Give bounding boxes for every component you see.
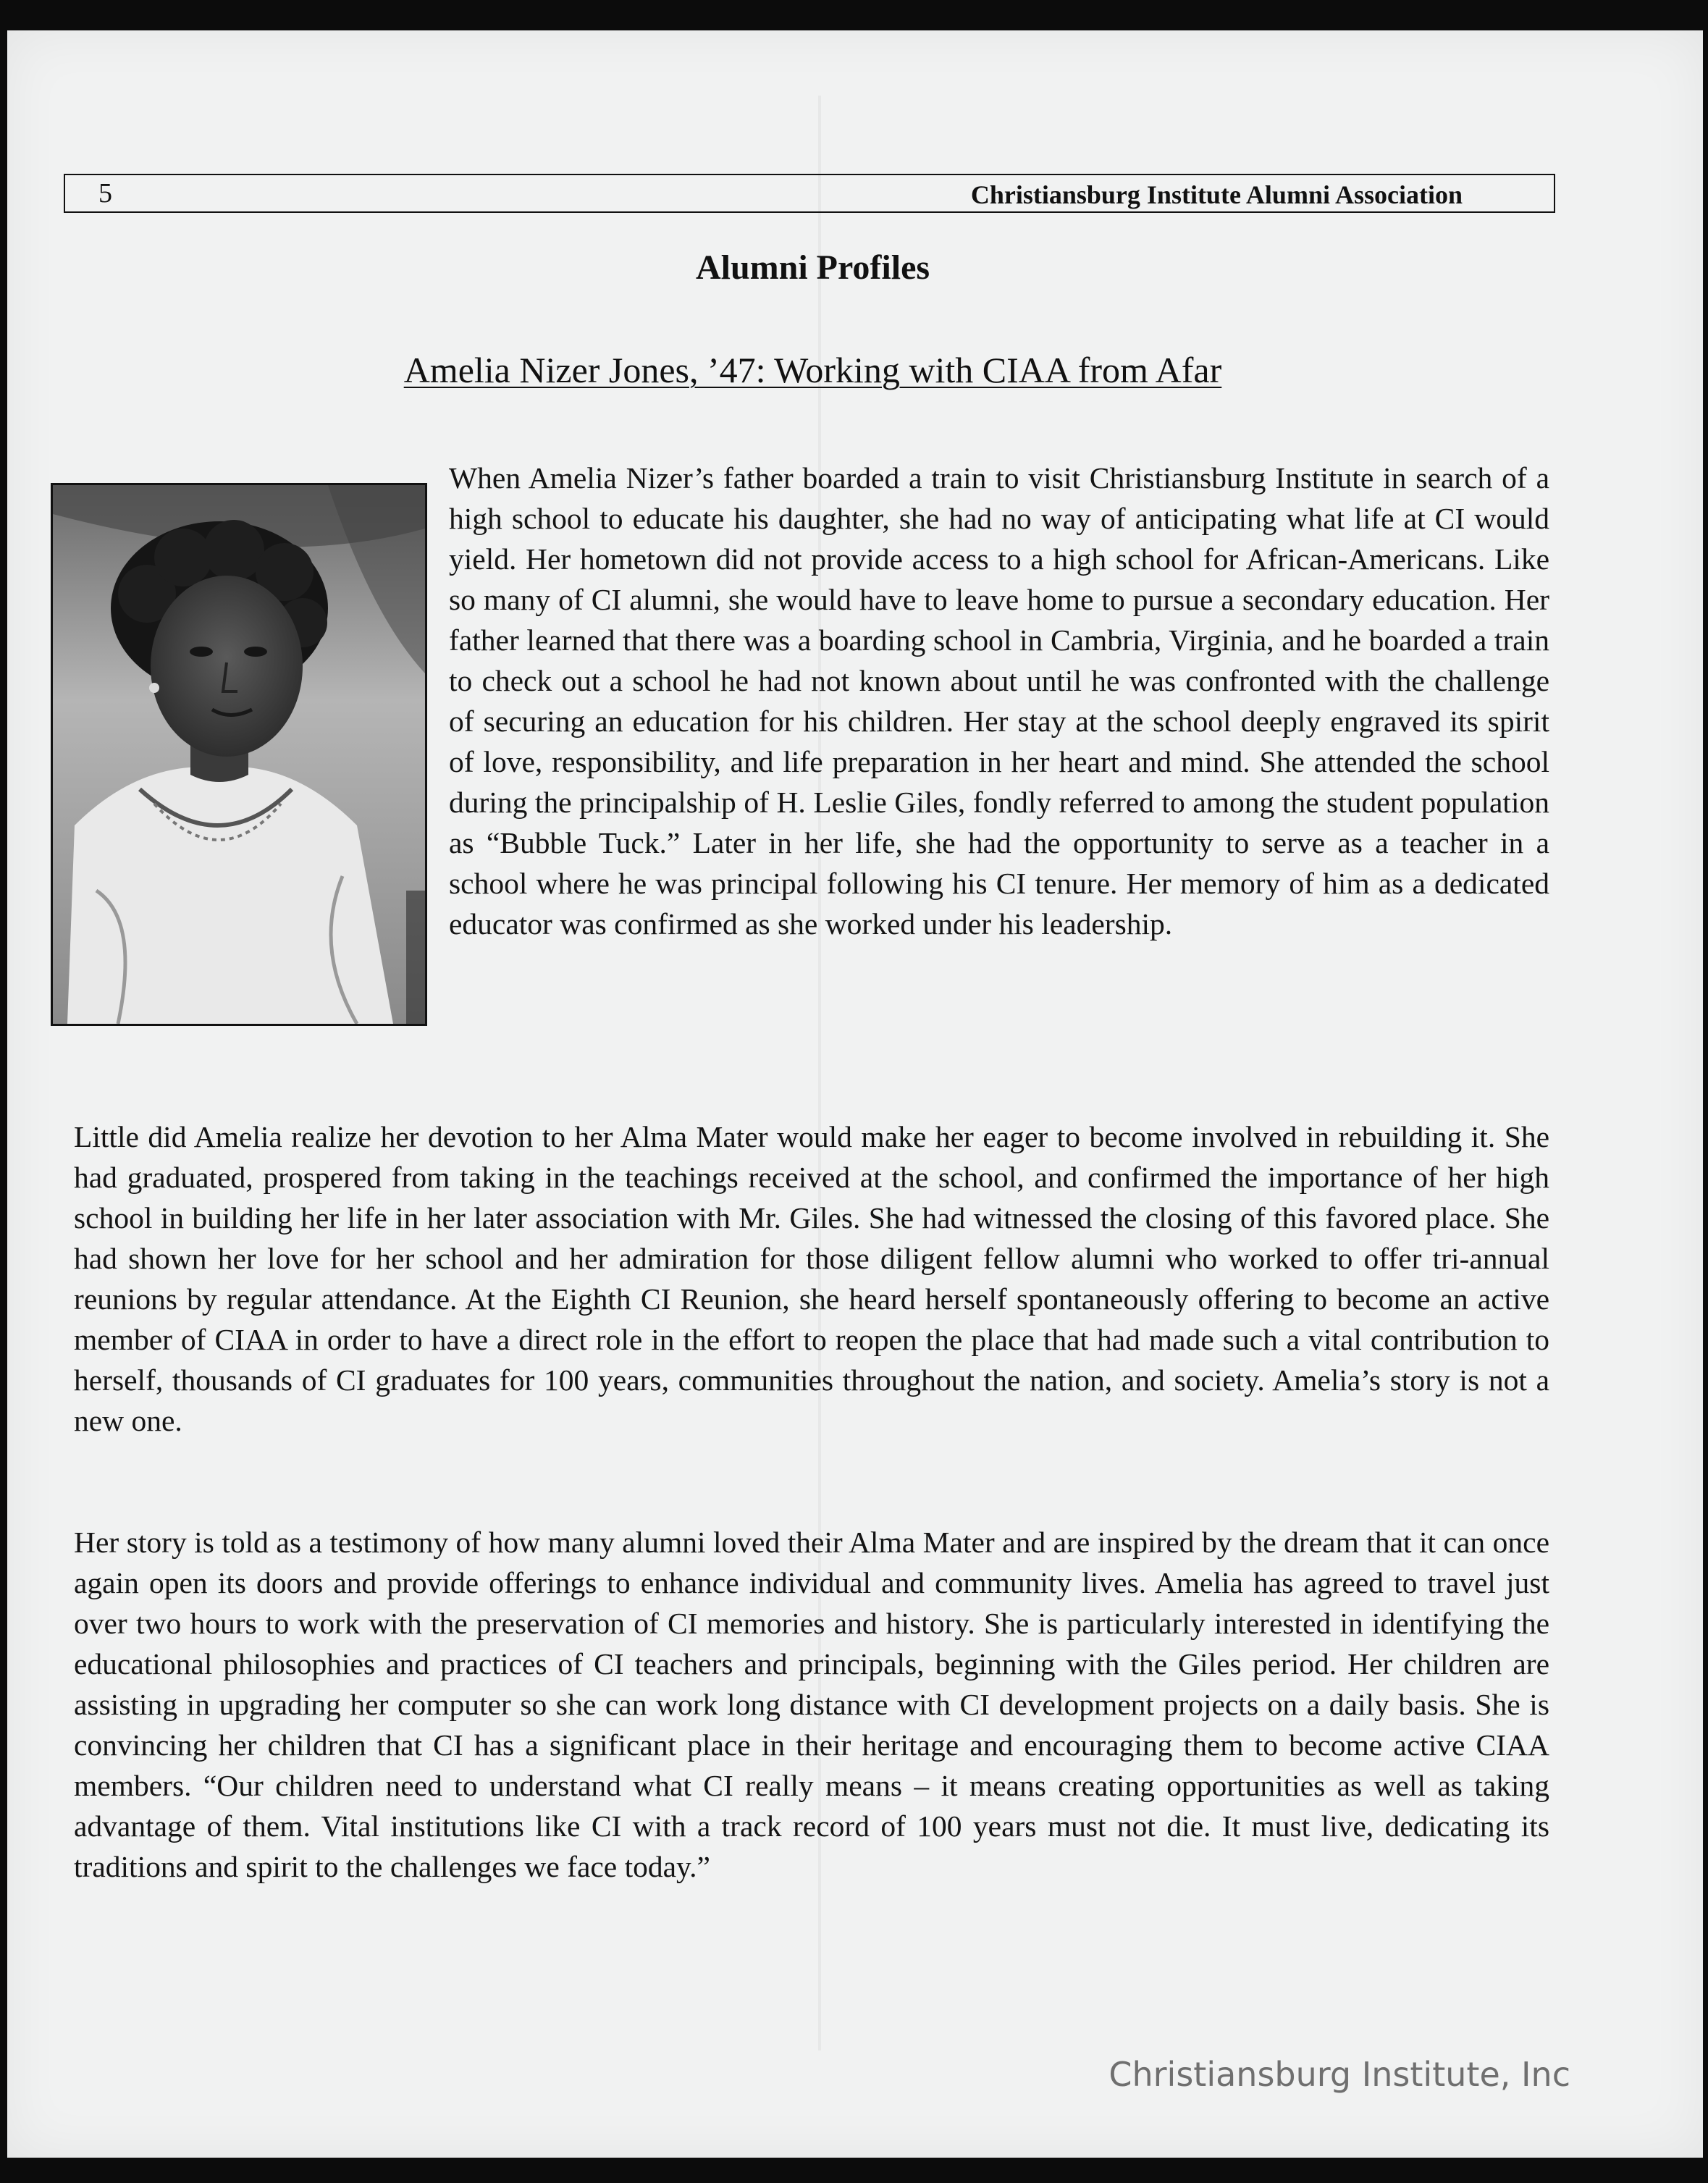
portrait-photo-icon [53,485,425,1024]
newsletter-page [7,30,1703,2158]
portrait-photo [51,483,427,1026]
page-header [64,174,1555,213]
organization-name: Christiansburg Institute Alumni Association [970,180,1463,209]
watermark: Christiansburg Institute, Inc [1108,2055,1570,2094]
article-paragraph-1: When Amelia Nizer’s father boarded a train to visit Christiansburg Institute in search of a high school to educate his daughter, she had no way of anticipating what life at CI would yield. Her hometown did not provide access to a high school for African-Americans. Like so many of CI alumni, she would have to leave home to pursue a secondary education. Her father learned that there was a boarding school in Cambria, Virginia, and he boarded a train to check out a school he had not known about until he was confronted with the challenge of securing an education for his children. Her stay at the school deeply engraved its spirit of love, responsibility, and life preparation in her heart and mind. She attended the school during the principalship of H. Leslie Giles, fondly referred to among the student population as “Bubble Tuck.” Later in her life, she had the opportunity to serve as a teacher in a school where he was principal following his CI tenure. Her memory of him as a dedicated educator was confirmed as she worked under his leadership. [449,461,1549,941]
section-title: Alumni Profiles [695,248,930,287]
article-paragraph-3: Her story is told as a testimony of how many alumni loved their Alma Mater and are inspired by the dream that it can once again open its doors and provide offerings to enhance individual and community lives. Amelia has agreed to travel just over two hours to work with the preservation of CI memories and history. She is particularly interested in identifying the educational philosophies and practices of CI teachers and principals, beginning with the Giles period. Her children are assisting in upgrading her computer so she can work long distance with CI development projects on a daily basis. She is convincing her children that CI has a significant place in their heritage and encouraging them to become active CIAA members. “Our children need to understand what CI really means – it means creating opportunities as well as taking advantage of them. Vital institutions like CI with a track record of 100 years must not die. It must live, dedicating its traditions and spirit to the challenges we face today.” [74,1526,1549,1883]
article-title: Amelia Nizer Jones, ’47: Working with CIAA from Afar [403,350,1222,390]
article-paragraph-2: Little did Amelia realize her devotion to her Alma Mater would make her eager to become involved in rebuilding it. She had graduated, prospered from taking in the teachings received at the school, and confirmed the importance of her high school in building her life in her later association with Mr. Giles. She had witnessed the closing of this favored place. She had shown her love for her school and her admiration for those diligent fellow alumni who worked to offer tri-annual reunions by regular attendance. At the Eighth CI Reunion, she heard herself spontaneously offering to become an active member of CIAA in order to have a direct role in the effort to reopen the place that had made such a vital contribution to herself, thousands of CI graduates for 100 years, communities throughout the nation, and society. Amelia’s story is not a new one. [74,1120,1549,1437]
page-number: 5 [98,178,112,209]
